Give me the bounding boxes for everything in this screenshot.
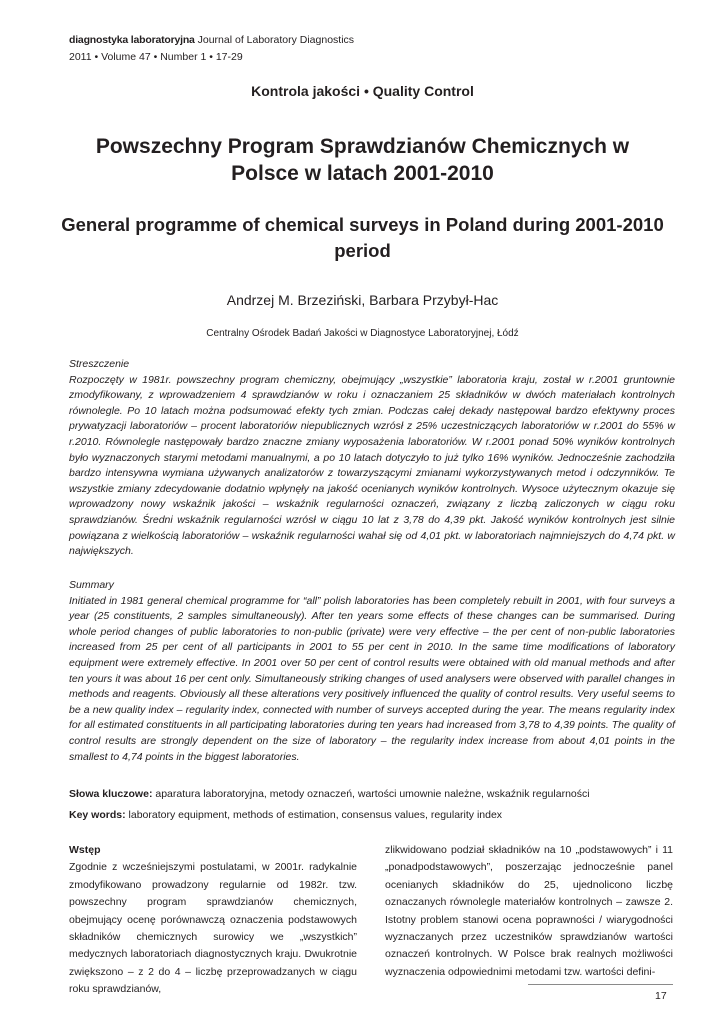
footer-rule [528,984,673,985]
journal-brand: diagnostyka laboratoryjna [69,34,195,46]
section-label: Kontrola jakości • Quality Control [251,83,474,99]
affiliation: Centralny Ośrodek Badań Jakości w Diagnostyce Laboratoryjnej, Łódź [206,328,519,339]
abstract-polish [69,357,675,560]
intro-heading: Wstęp [69,844,101,856]
body-left-text: Zgodnie z wcześniejszymi postulatami, w 2001r. radykalnie zmodyfikowano prowadzony regularnie od 1982r. tzw. powszechny program sprawdzianów chemicznych, obejmujący ocenę porównawczą oznaczenia podstawowych składników chemicznych surowicy we „wszystkich” medycznych laboratoriach diagnostycznych kraju. Dwukrotnie zwiększono – z 2 do 4 – liczbę przeprowadzanych w ciągu roku sprawdzianów, [69,861,357,996]
page-number: 17 [655,990,667,1002]
journal-line [69,32,354,49]
body-column-left [69,842,357,999]
body-column-right [385,842,673,981]
journal-header [69,32,354,66]
keywords-english-label: Key words: [69,809,126,821]
issue-info: 2011 • Volume 47 • Number 1 • 17-29 [69,51,243,63]
authors: Andrzej M. Brzeziński, Barbara Przybył-Hac [226,292,499,308]
abstract-english-text: Initiated in 1981 general chemical programme for “all” polish laboratories has been completely rebuilt in 2001, with four surveys a year (25 constituents, 2 samples simultaneously). After ten years some effects of these changes can be summarised. During whole period changes of public laboratories to non-public (private) were very effective – the per cent of non-public laboratories increased from 25 per cent of all participants in 2001 to 55 per cent in 2010. In the same time modifications of laboratory equipment were extremely effective. In 2001 over 50 per cent of control results were obtained with old manual methods and after ten yours it was about 16 per cent only. Simultaneously striking changes of used analysers were observed with parallel changes in methods and reagents. Obviously all these alterations very positively influenced the quality of control results. Very useful seems to be a new quality index – regularity index, connected with number of surveys accepted during the year. The means regularity index for all estimated constituents in all participating laboratories during ten years had increased from 3,78 to 4,39 points. The quality of control results are strongly dependent on the size of laboratory – the regularity index increase from about 4,01 points in the smallest to 4,74 points in the biggest laboratories. [69,594,675,763]
abstract-polish-text: Rozpoczęty w 1981r. powszechny program chemiczny, obejmujący „wszystkie” laboratoria kraju, został w r.2001 gruntownie zmodyfikowany, z wprowadzeniem 4 sprawdzianów w roku i oznaczaniem 25 składników w dwóch materiałach kontrolnych równolegle. Po 10 latach można podsumować efekty tych zmian. Podczas całej dekady następował bardzo efektywny proces prywatyzacji laboratoriów – procent laboratoriów niepublicznych wzrósł z 25% uczestniczących laboratoriów w r.2001 do 55% w r.2010. Równolegle następowały bardzo znaczne zmiany wyposażenia laboratoriów. W r.2001 ponad 50% wyników kontrolnych było wyznaczonych starymi metodami manualnymi, a po 10 latach dotyczyło to już tylko 16% wyników. Jednocześnie zachodziła bardzo intensywna wymiana używanych analizatorów z towarzyszącymi zmianami wykorzystywanych metod i odczynników. Te wszystkie zmiany zdecydowanie dodatnio wpłynęły na jakość ocenianych wyników kontrolnych. Wysoce użytecznym okazuje się wprowadzony nowy wskaźnik jakości – wskaźnik regularności oznaczeń, związany z liczbą zaliczonych w ciągu roku sprawdzianów. Średni wskaźnik regularności wzrósł w ciągu 10 lat z 3,78 do 4,39 pkt. Jakość wyników kontrolnych jest silnie powiązana z wielkością laboratoriów – wskaźnik regularności wahał się od 4,01 pkt. w laboratoriach najmniejszych do 4,74 pkt. w największych. [69,373,675,558]
title-polish: Powszechny Program Sprawdzianów Chemicznych w Polsce w latach 2001-2010 [95,135,630,185]
keywords-english-text: laboratory equipment, methods of estimation, consensus values, regularity index [125,809,503,821]
title-english: General programme of chemical surveys in Poland during 2001-2010 period [61,214,664,261]
abstract-english [69,578,675,765]
keywords-english [69,808,675,823]
keywords-polish-text: aparatura laboratoryjna, metody oznaczeń, wartości umownie należne, wskaźnik regularności [152,788,590,800]
abstract-polish-heading: Streszczenie [69,358,130,370]
body-right-text: zlikwidowano podział składników na 10 „podstawowych” i 11 „ponadpodstawowych”, poszerzając jednocześnie panel ocenianych składników do 25, ujednolicono liczbę oznaczanych równolegle materiałów kontrolnych – zawsze 2. Istotny problem stanowi ocena poprawności / wiarygodności wyznaczanych przez uczestników sprawdzianów wartości oznaczeń kontrolnych. W Polsce brak realnych możliwości wyznaczenia odpowiednimi metodami tzw. wartości defini- [385,844,673,978]
journal-name: Journal of Laboratory Diagnostics [194,34,355,46]
keywords-polish-label: Słowa kluczowe: [69,788,153,800]
abstract-english-heading: Summary [69,579,114,591]
keywords-polish [69,787,675,802]
